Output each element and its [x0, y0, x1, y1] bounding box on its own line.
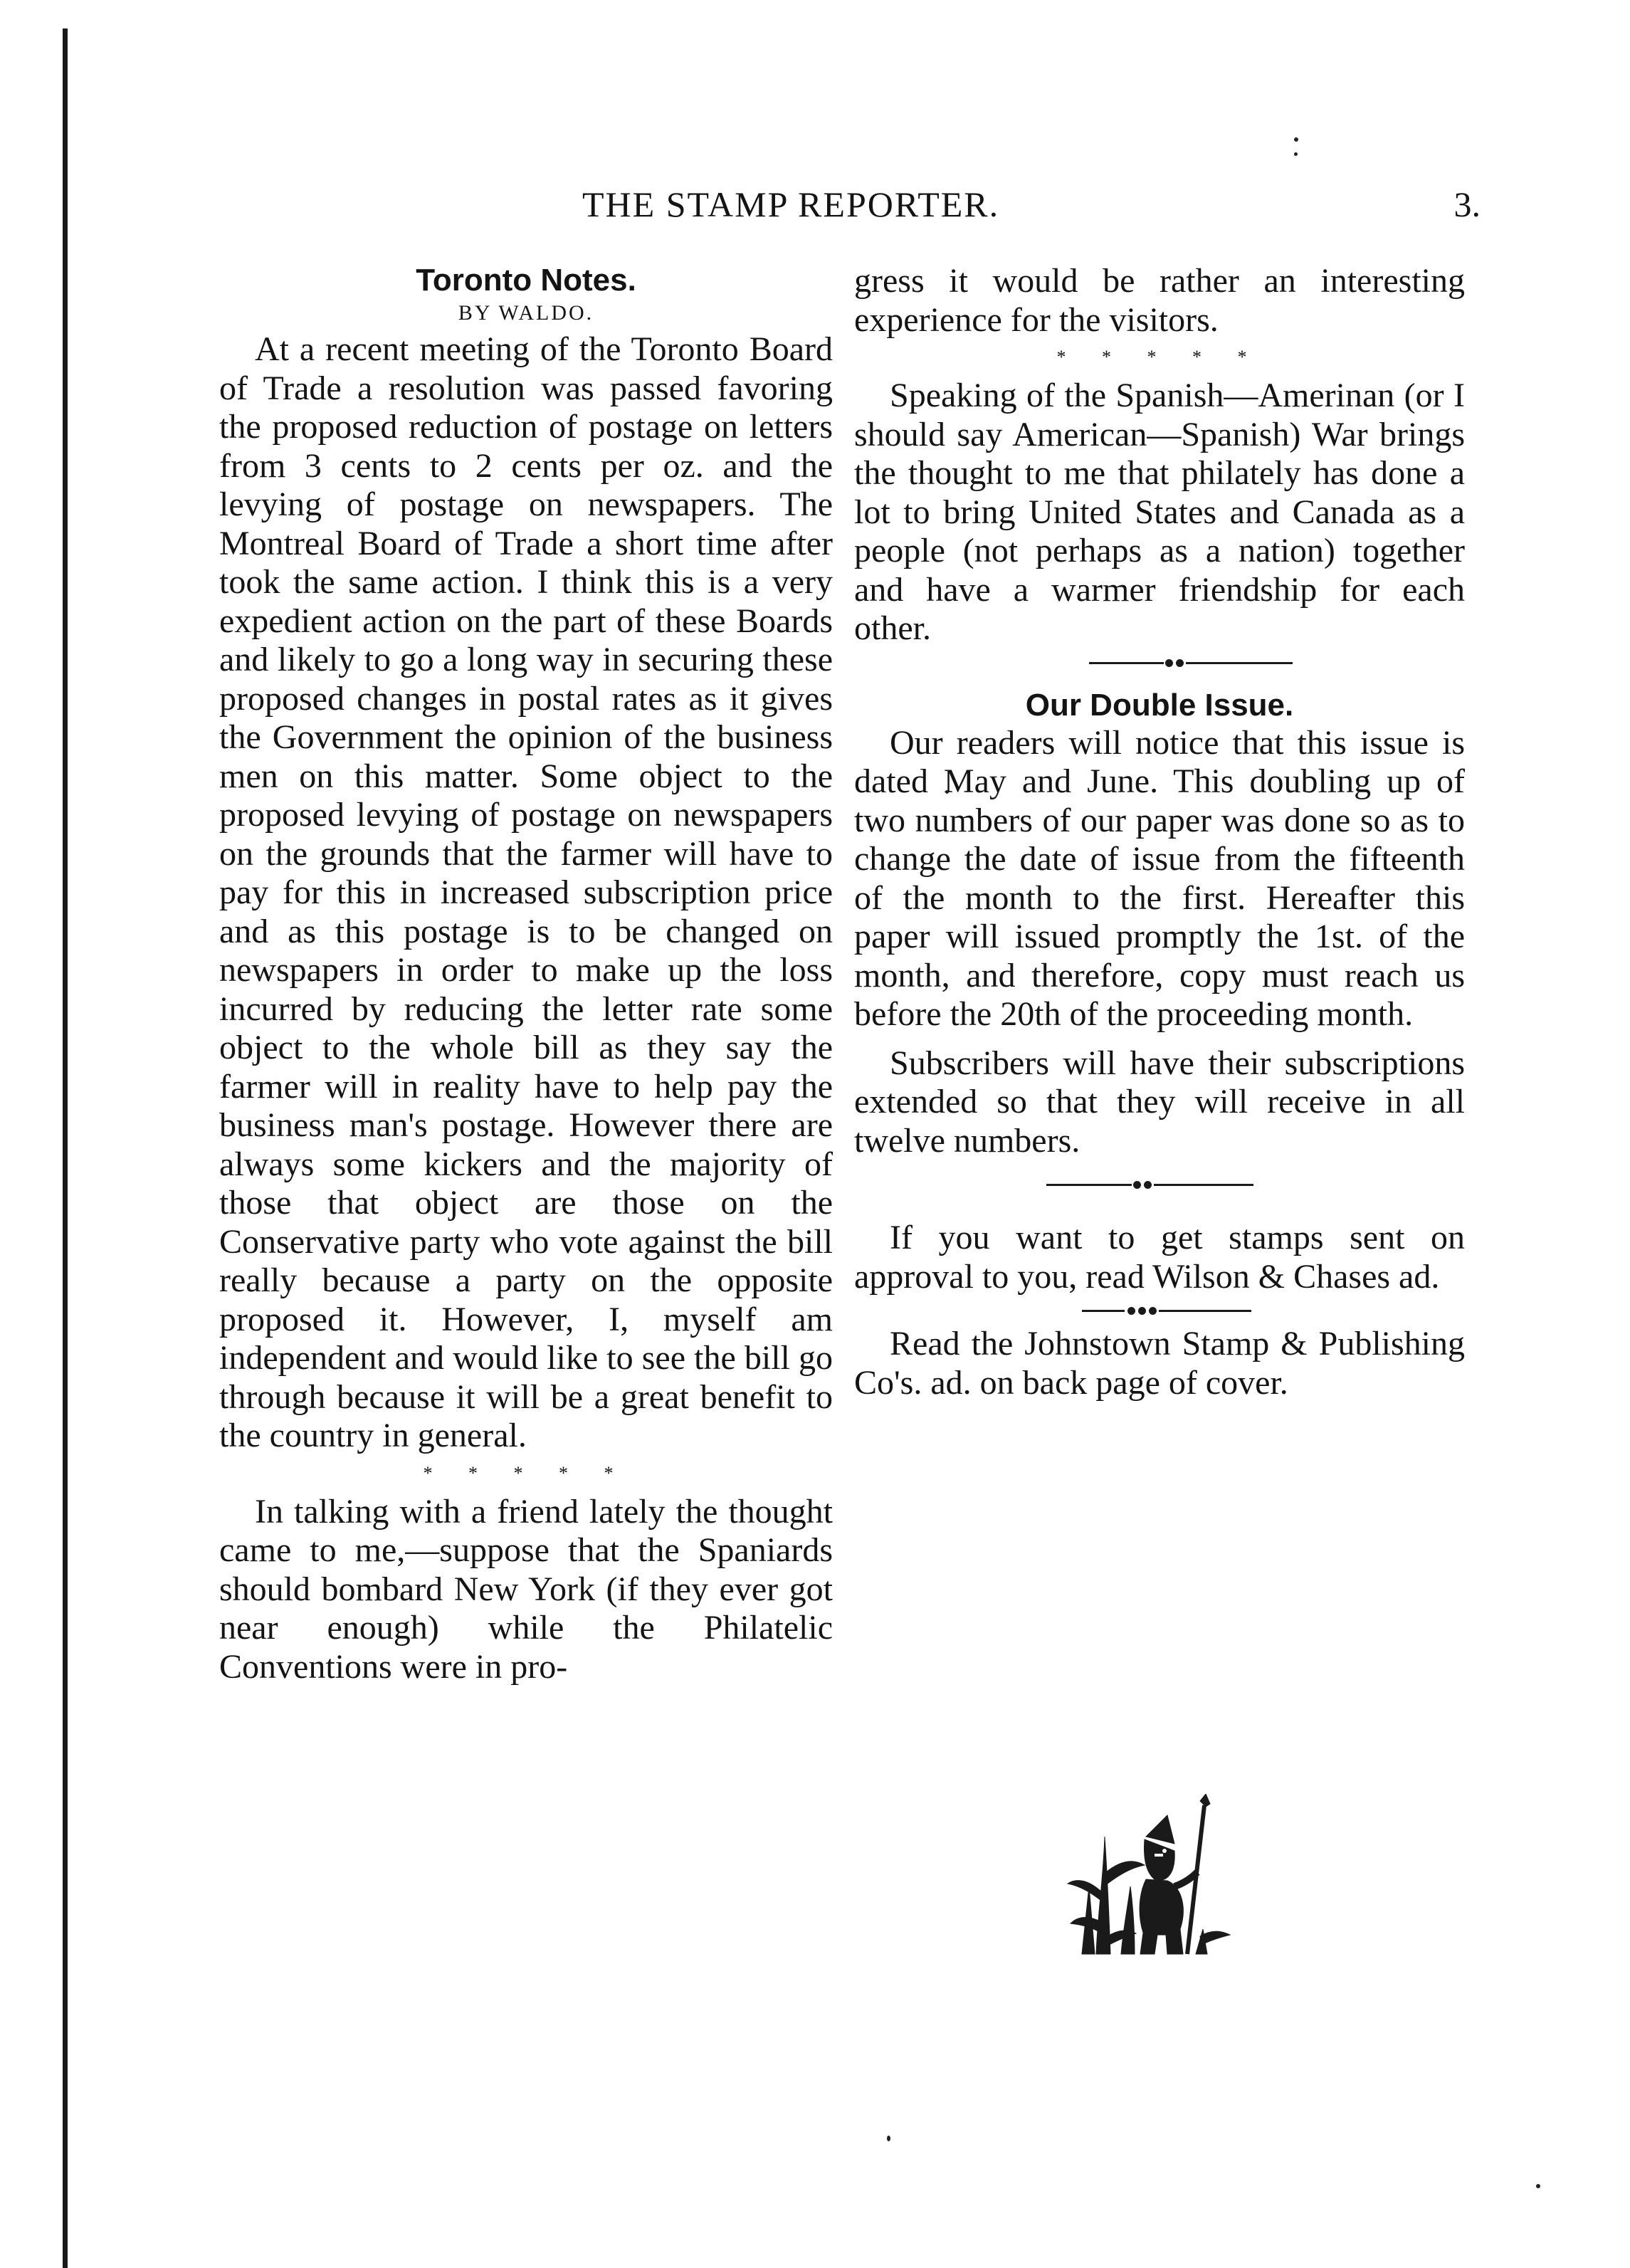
print-speck	[887, 2136, 890, 2141]
double-issue-heading: Our Double Issue.	[1025, 687, 1294, 723]
toronto-notes-paragraph-3: Speaking of the Spanish—Amerinan (or I should say American—Spanish) War brings the thought to me that philately has done a lot to bring United States and Canada as a people (not perhaps as a nation) together and have a warmer friendship for each other.	[854, 377, 1465, 647]
section-rule	[854, 1296, 1465, 1325]
double-issue-paragraph-2: Subscribers will have their subscriptions extended so that they will receive in all twelve numbers.	[854, 1044, 1465, 1160]
print-speck	[1294, 137, 1298, 142]
right-column	[854, 262, 1465, 1402]
page-gutter-edge	[63, 28, 68, 2268]
johnstown-notice: Read the Johnstown Stamp & Publishing Co's. ad. on back page of cover.	[854, 1325, 1465, 1402]
section-rule	[854, 649, 1465, 677]
print-speck	[1294, 152, 1298, 156]
running-head	[0, 184, 1630, 233]
star-separator: * * * * *	[1056, 347, 1263, 367]
wilson-chases-notice: If you want to get stamps sent on approval to you, read Wilson & Chases ad.	[854, 1219, 1465, 1296]
toronto-notes-paragraph-2-start: In talking with a friend lately the thought came to me,—suppose that the Spaniards should bombard New York (if they ever got near enough) while the Philatelic Conventions were in pro-	[219, 1492, 833, 1686]
journal-title: THE STAMP REPORTER.	[582, 184, 1000, 224]
section-rule	[854, 1170, 1465, 1199]
print-speck	[1536, 2184, 1540, 2188]
gnome-with-staff-in-cornfield-icon	[1061, 1794, 1239, 1961]
left-column	[219, 262, 833, 1686]
toronto-notes-paragraph-2-end: gress it would be rather an interesting experience for the visitors.	[854, 262, 1465, 339]
page-number: 3.	[1453, 184, 1481, 224]
toronto-notes-heading: Toronto Notes.	[416, 263, 636, 298]
star-separator: * * * * *	[423, 1462, 629, 1484]
double-issue-paragraph-1: Our readers will notice that this issue is dated May and June. This doubling up of two numbers of our paper was done so as to change the date of issue from the fifteenth of the month to the first. Hereafter this paper will issued promptly the 1st. of the month, and therefore, copy must reach us before the 20th of the proceeding month.	[854, 723, 1465, 1033]
toronto-notes-byline: BY WALDO.	[458, 301, 594, 325]
toronto-notes-paragraph-1: At a recent meeting of the Toronto Board of Trade a resolution was passed favoring the proposed reduction of postage on letters from 3 cents to 2 cents per oz. and the levying of postage on newspapers. The Montreal Board of Trade a short time after took the same action. I think this is a very expedient action on the part of these Boards and likely to go a long way in securing these proposed changes in postal rates as it gives the Government the opinion of the business men on this matter. Some object to the proposed levying of postage on newspapers on the grounds that the farmer will have to pay for this in increased subscription price and as this postage is to be changed on newspapers in order to make up the loss incurred by reducing the letter rate some object to the whole bill as they say the farmer will in reality have to help pay the business man's postage. However there are always some kickers and the majority of those that object are those on the Conservative party who vote against the bill really because a party on the opposite proposed it. However, I, myself am independent and would like to see the bill go through because it will be a great benefit to the country in general.	[219, 330, 833, 1454]
